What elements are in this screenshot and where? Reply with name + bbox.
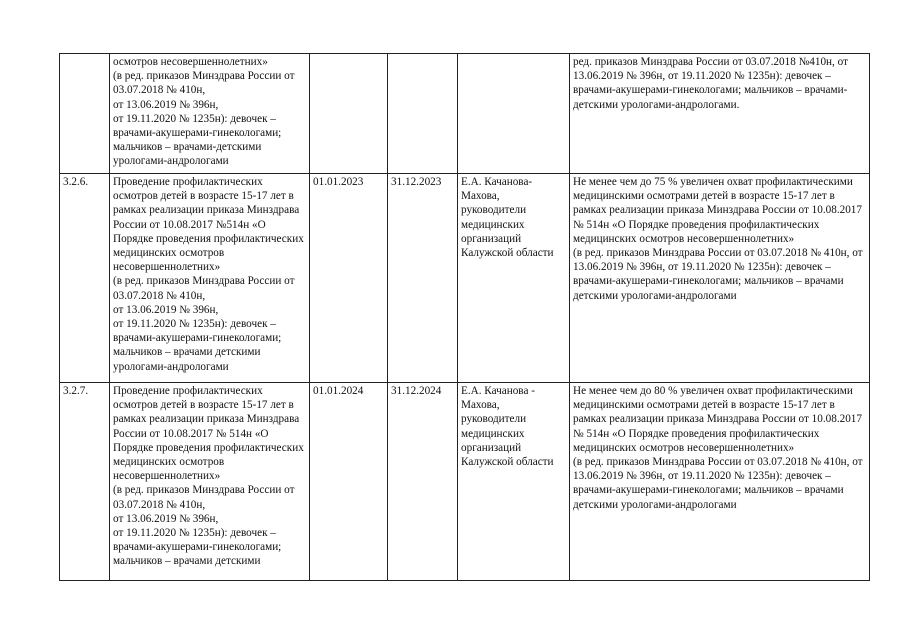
row-number-cell: [60, 54, 110, 174]
table-row: [60, 383, 870, 581]
end-date-cell: 31.12.2023: [388, 174, 458, 383]
end-date-cell: [388, 54, 458, 174]
event-cell: Проведение профилактических осмотров детей в возрасте 15-17 лет в рамках реализации приказа Минздрава России от 10.08.2017 №514н «О Порядке проведения профилактических медицинских осмотров несовершеннолетних» (в ред. приказов Минздрава России от 03.07.2018 № 410н, от 13.06.2019 № 396н, от 19.11.2020 № 1235н): девочек – врачами-акушерами-гинекологами; мальчиков – врачами детскими урологами-андрологами: [110, 174, 310, 383]
result-cell: Не менее чем до 80 % увеличен охват профилактическими медицинскими осмотрами детей в возрасте 15-17 лет в рамках реализации приказа Минздрава России от 10.08.2017 № 514н «О Порядке проведения профилактических медицинских осмотров несовершеннолетних» (в ред. приказов Минздрава России от 03.07.2018 № 410н, от 13.06.2019 № 396н, от 19.11.2020 № 1235н): девочек – врачами-акушерами-гинекологами; мальчиков – врачами детскими урологами-андрологами: [570, 383, 870, 581]
event-cell: осмотров несовершеннолетних» (в ред. приказов Минздрава России от 03.07.2018 № 410н, от 13.06.2019 № 396н, от 19.11.2020 № 1235н): девочек – врачами-акушерами-гинекологами; мальчиков – врачами-детскими урологами-андрологами: [110, 54, 310, 174]
row-number-cell: 3.2.7.: [60, 383, 110, 581]
event-cell: Проведение профилактических осмотров детей в возрасте 15-17 лет в рамках реализации приказа Минздрава России от 10.08.2017 № 514н «О Порядке проведения профилактических медицинских осмотров несовершеннолетних» (в ред. приказов Минздрава России от 03.07.2018 № 410н, от 13.06.2019 № 396н, от 19.11.2020 № 1235н): девочек – врачами-акушерами-гинекологами; мальчиков – врачами детскими: [110, 383, 310, 581]
responsible-cell: Е.А. Качанова-Махова, руководители медицинских организаций Калужской области: [458, 174, 570, 383]
result-cell: Не менее чем до 75 % увеличен охват профилактическими медицинскими осмотрами детей в возрасте 15-17 лет в рамках реализации приказа Минздрава России от 10.08.2017 № 514н «О Порядке проведения профилактических медицинских осмотров несовершеннолетних» (в ред. приказов Минздрава России от 03.07.2018 № 410н, от 13.06.2019 № 396н, от 19.11.2020 № 1235н): девочек – врачами-акушерами-гинекологами; мальчиков – врачами детскими урологами-андрологами: [570, 174, 870, 383]
table-row: [60, 174, 870, 383]
start-date-cell: 01.01.2023: [310, 174, 388, 383]
row-number-cell: 3.2.6.: [60, 174, 110, 383]
start-date-cell: 01.01.2024: [310, 383, 388, 581]
table-row: [60, 54, 870, 174]
responsible-cell: [458, 54, 570, 174]
measures-table: [59, 53, 870, 581]
responsible-cell: Е.А. Качанова - Махова, руководители медицинских организаций Калужской области: [458, 383, 570, 581]
end-date-cell: 31.12.2024: [388, 383, 458, 581]
start-date-cell: [310, 54, 388, 174]
result-cell: ред. приказов Минздрава России от 03.07.2018 №410н, от 13.06.2019 № 396н, от 19.11.2020 № 1235н): девочек – врачами-акушерами-гинекологами; мальчиков – врачами-детскими урологами-андрологами.: [570, 54, 870, 174]
